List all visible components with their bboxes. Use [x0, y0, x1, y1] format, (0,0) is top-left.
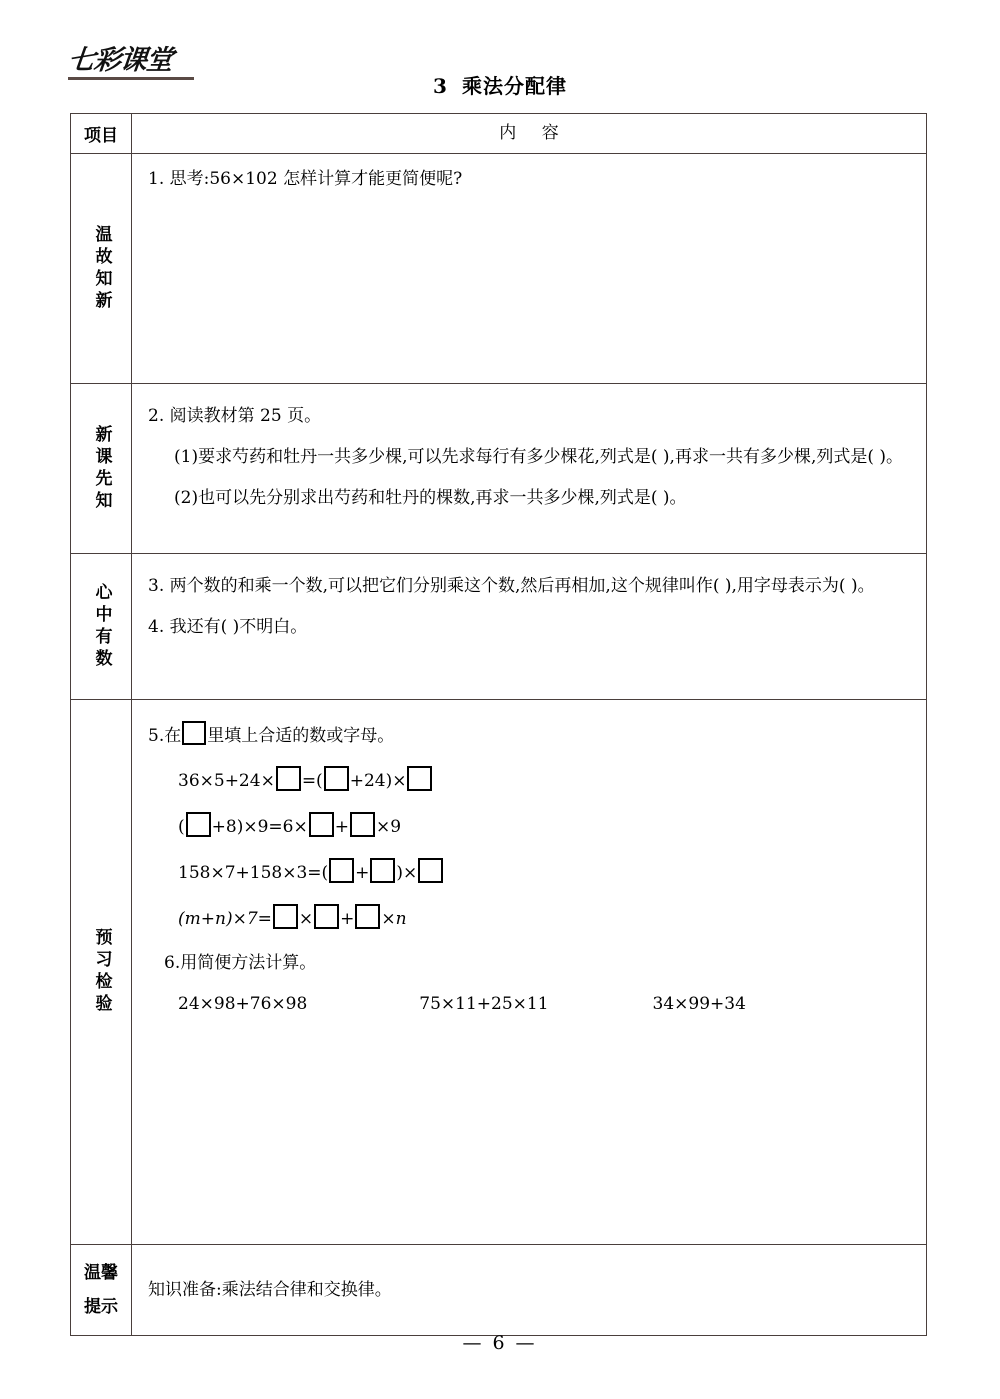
question-1: 1. 思考:56×102 怎样计算才能更简便呢?: [148, 169, 463, 189]
section-label-preview: [71, 384, 132, 553]
question-6-item-1: 24×98+76×98: [178, 994, 308, 1014]
section-label-tip-line-2: 提示: [84, 1297, 118, 1317]
equation-1-part-4: +24)×: [349, 771, 407, 791]
question-3: 3. 两个数的和乘一个数,可以把它们分别乘这个数,然后再相加,这个规律叫作( ),用字母表示为( )。: [148, 576, 875, 596]
question-2-sub-1: (1)要求芍药和牡丹一共多少棵,可以先求每行有多少棵花,列式是( ),再求一共有多少棵,列式是( )。: [174, 447, 904, 467]
answer-box[interactable]: [324, 766, 349, 791]
section-label-review-text: 温故知新: [91, 224, 112, 313]
answer-box[interactable]: [309, 812, 334, 837]
page-title-text: 乘法分配律: [461, 74, 567, 98]
equation-4: [148, 896, 914, 942]
section-label-tip-text: [84, 1256, 118, 1324]
equation-4-part-4: +: [340, 909, 355, 929]
answer-box[interactable]: [329, 858, 354, 883]
answer-box[interactable]: [182, 721, 206, 745]
table-row: [71, 384, 926, 554]
section-label-review: [71, 154, 132, 383]
section-content-understanding: [132, 554, 926, 699]
equation-3-part-4: )×: [396, 863, 418, 883]
question-2-sub-2: (2)也可以先分别求出芍药和牡丹的棵数,再求一共多少棵,列式是( )。: [174, 488, 687, 508]
section-label-understanding: [71, 554, 132, 699]
equation-3-part-2: +: [355, 863, 370, 883]
equation-4-part-2: ×: [298, 909, 314, 929]
table-row: [71, 700, 926, 1245]
question-6-item-3: 34×99+34: [652, 994, 746, 1014]
question-4: 4. 我还有( )不明白。: [148, 617, 308, 637]
answer-box[interactable]: [276, 766, 301, 791]
section-label-understanding-text: 心中有数: [91, 582, 112, 671]
section-label-check-text: 预习检验: [91, 928, 112, 1016]
page-title-number: 3: [433, 74, 448, 98]
equation-2-part-6: ×9: [375, 817, 402, 837]
footer-dash-left: —: [462, 1332, 485, 1354]
equation-3: [148, 850, 914, 896]
equation-1-part-2: =(: [301, 771, 323, 791]
equation-1-part-0: 36×5+24×: [178, 771, 275, 791]
question-6-items: [148, 984, 914, 1024]
question-2: 2. 阅读教材第 25 页。: [148, 406, 322, 426]
section-label-check: [71, 700, 132, 1244]
question-5-heading-prefix: 5.在: [148, 726, 182, 746]
equation-4-part-0: (m+n)×7=: [178, 909, 272, 929]
answer-box[interactable]: [314, 904, 339, 929]
equation-2-part-4: +: [334, 817, 349, 837]
answer-box[interactable]: [418, 858, 443, 883]
answer-box[interactable]: [350, 812, 375, 837]
equation-2-part-2: +8)×9=6×: [211, 817, 308, 837]
question-5-heading: [148, 714, 914, 758]
section-label-tip: [71, 1245, 132, 1335]
page-footer: [0, 1332, 1000, 1354]
section-label-preview-text: 新课先知: [91, 424, 112, 513]
table-header-row: [71, 114, 926, 154]
answer-box[interactable]: [186, 812, 211, 837]
section-label-tip-line-1: 温馨: [84, 1263, 118, 1283]
question-6-heading: 6.用简便方法计算。: [164, 953, 317, 973]
section-content-preview: [132, 384, 926, 553]
equation-2-part-0: (: [178, 817, 185, 837]
table-header-content: [132, 114, 926, 153]
question-5-heading-suffix: 里填上合适的数或字母。: [207, 726, 395, 746]
table-header-item: 项目: [71, 114, 132, 153]
page-number: 6: [492, 1332, 508, 1354]
answer-box[interactable]: [370, 858, 395, 883]
answer-box[interactable]: [273, 904, 298, 929]
section-content-review: [132, 154, 926, 383]
equation-3-part-0: 158×7+158×3=(: [178, 863, 329, 883]
equation-2: [148, 804, 914, 850]
page-title: [0, 70, 1000, 99]
answer-box[interactable]: [407, 766, 432, 791]
table-header-content-label: 内 容: [499, 123, 569, 143]
section-content-check: [132, 700, 926, 1244]
answer-box[interactable]: [355, 904, 380, 929]
footer-dash-right: —: [515, 1332, 538, 1354]
brand-logo-text: 七彩课堂: [66, 45, 174, 76]
question-6-item-2: 75×11+25×11: [419, 994, 549, 1014]
table-row: [71, 154, 926, 384]
section-content-tip: [132, 1245, 926, 1335]
worksheet-table: [70, 113, 927, 1336]
equation-4-part-6: ×n: [381, 909, 407, 929]
table-row: [71, 1245, 926, 1335]
equation-1: [148, 758, 914, 804]
table-row: [71, 554, 926, 700]
tip-text: 知识准备:乘法结合律和交换律。: [148, 1280, 392, 1300]
page-header: [0, 0, 1000, 108]
